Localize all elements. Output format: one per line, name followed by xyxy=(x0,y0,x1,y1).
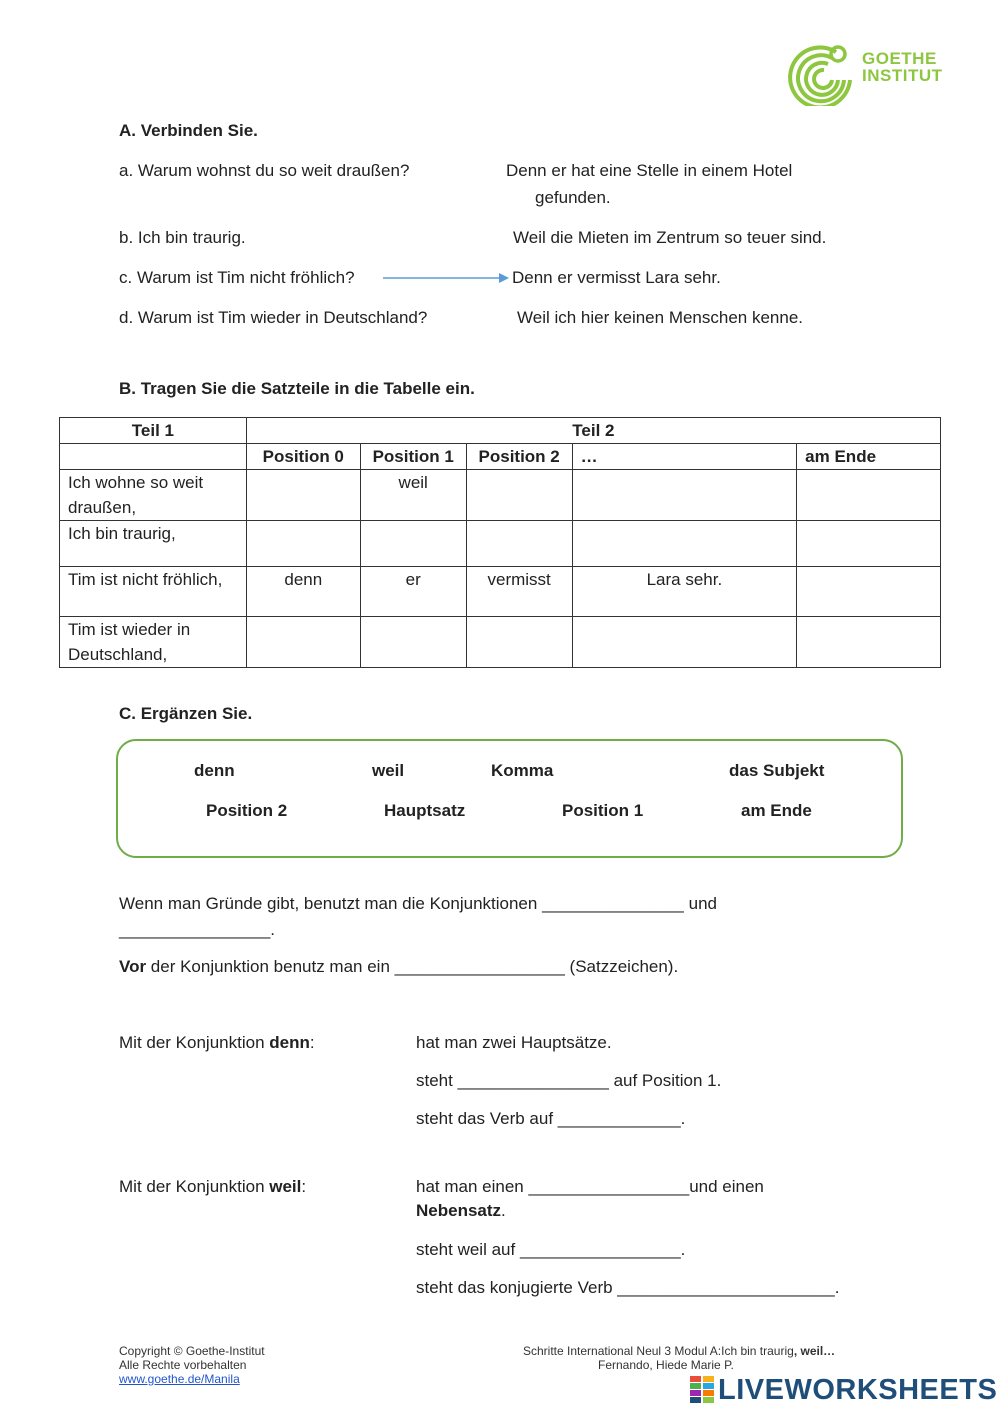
weil-label xyxy=(119,1177,306,1197)
match-left-b[interactable]: b. Ich bin traurig. xyxy=(119,228,246,247)
row4-pos2[interactable] xyxy=(466,617,572,668)
row1-pos1[interactable]: weil xyxy=(360,470,466,521)
col-position-0: Position 0 xyxy=(246,444,360,470)
header-teil2: Teil 2 xyxy=(246,418,940,444)
table-row xyxy=(60,617,941,668)
footer-rights: Alle Rechte vorbehalten xyxy=(119,1358,247,1372)
weil-label-bold: weil xyxy=(269,1177,302,1196)
header-teil1: Teil 1 xyxy=(60,418,247,444)
liveworksheets-text: LIVEWORKSHEETS xyxy=(718,1374,998,1406)
row2-end[interactable] xyxy=(797,521,941,567)
row3-pos1[interactable]: er xyxy=(360,567,466,617)
row1-pos0[interactable] xyxy=(246,470,360,521)
weil-line-3[interactable]: steht das konjugierte Verb _______________________. xyxy=(416,1278,840,1297)
row4-pos1[interactable] xyxy=(360,617,466,668)
word-denn[interactable]: denn xyxy=(194,761,235,780)
logo-text xyxy=(862,50,943,84)
weil-label-colon: : xyxy=(301,1177,307,1196)
word-am-ende[interactable]: am Ende xyxy=(741,801,812,820)
sentence-1[interactable]: Wenn man Gründe gibt, benutzt man die Konjunktionen _______________ und xyxy=(119,894,717,913)
logo-line1: GOETHE xyxy=(862,49,937,68)
logo-line2: INSTITUT xyxy=(862,66,943,85)
row2-pos0[interactable] xyxy=(246,521,360,567)
row4-end[interactable] xyxy=(797,617,941,668)
sentence-1-blank[interactable]: ________________. xyxy=(119,920,275,939)
footer-course: Schritte International Neul 3 Modul A:Ich bin traurig xyxy=(523,1344,794,1358)
col-position-1: Position 1 xyxy=(360,444,466,470)
row2-pos1[interactable] xyxy=(360,521,466,567)
row4-pos0[interactable] xyxy=(246,617,360,668)
row2-teil1: Ich bin traurig, xyxy=(60,521,247,567)
denn-label-colon: : xyxy=(309,1033,315,1052)
row4-mid[interactable] xyxy=(572,617,797,668)
row1-end[interactable] xyxy=(797,470,941,521)
denn-label-bold: denn xyxy=(269,1033,310,1052)
weil-line-1[interactable]: hat man einen _________________und einen xyxy=(416,1177,764,1196)
row1-teil1: Ich wohne so weit draußen, xyxy=(60,470,247,521)
word-position-1[interactable]: Position 1 xyxy=(562,801,644,820)
row3-end[interactable] xyxy=(797,567,941,617)
footer-copyright: Copyright © Goethe-Institut xyxy=(119,1344,265,1358)
match-left-a[interactable]: a. Warum wohnst du so weit draußen? xyxy=(119,161,410,180)
row3-mid[interactable]: Lara sehr. xyxy=(572,567,797,617)
row3-pos2[interactable]: vermisst xyxy=(466,567,572,617)
sentence-2-rest: der Konjunktion benutz man ein __________________ (Satzzeichen). xyxy=(146,957,679,976)
word-komma[interactable]: Komma xyxy=(491,761,554,780)
goethe-circles-icon xyxy=(786,40,858,106)
row2-mid[interactable] xyxy=(572,521,797,567)
row4-teil1: Tim ist wieder in Deutschland, xyxy=(60,617,247,668)
match-right-1[interactable]: Denn er hat eine Stelle in einem Hotel xyxy=(506,161,793,180)
footer-left xyxy=(119,1344,265,1386)
denn-line-3[interactable]: steht das Verb auf _____________. xyxy=(416,1109,686,1128)
denn-line-2[interactable]: steht ________________ auf Position 1. xyxy=(416,1071,722,1090)
table-row xyxy=(60,567,941,617)
match-left-c[interactable]: c. Warum ist Tim nicht fröhlich? xyxy=(119,268,355,287)
footer-author: Fernando, Hiede Marie P. xyxy=(598,1358,734,1372)
col-am-ende: am Ende xyxy=(797,444,941,470)
footer-course-bold: , weil… xyxy=(793,1344,836,1358)
word-bank xyxy=(116,739,903,858)
weil-nebensatz: Nebensatz xyxy=(416,1201,502,1220)
word-das-subjekt[interactable]: das Subjekt xyxy=(729,761,825,780)
match-right-3[interactable]: Denn er vermisst Lara sehr. xyxy=(512,268,721,287)
table-header-row xyxy=(60,418,941,444)
table-row xyxy=(60,470,941,521)
footer-right-1 xyxy=(523,1344,835,1358)
weil-period: . xyxy=(501,1201,506,1220)
match-right-2[interactable]: Weil die Mieten im Zentrum so teuer sind. xyxy=(513,228,827,247)
row1-mid[interactable] xyxy=(572,470,797,521)
row1-pos2[interactable] xyxy=(466,470,572,521)
section-b-heading: B. Tragen Sie die Satzteile in die Tabelle ein. xyxy=(119,379,475,398)
row3-teil1: Tim ist nicht fröhlich, xyxy=(60,567,247,617)
footer-link[interactable]: www.goethe.de/Manila xyxy=(119,1372,240,1386)
col-ellipsis: … xyxy=(572,444,797,470)
match-right-1-cont: gefunden. xyxy=(535,188,611,207)
weil-label-text: Mit der Konjunktion xyxy=(119,1177,270,1196)
row3-pos0[interactable]: denn xyxy=(246,567,360,617)
match-right-4[interactable]: Weil ich hier keinen Menschen kenne. xyxy=(517,308,804,327)
word-position-2[interactable]: Position 2 xyxy=(206,801,288,820)
table-subheader-row xyxy=(60,444,941,470)
word-weil[interactable]: weil xyxy=(372,761,405,780)
section-c-heading: C. Ergänzen Sie. xyxy=(119,704,253,723)
match-left-d[interactable]: d. Warum ist Tim wieder in Deutschland? xyxy=(119,308,428,327)
section-a-heading: A. Verbinden Sie. xyxy=(119,121,258,140)
match-arrow-icon xyxy=(383,271,511,285)
sentence-table xyxy=(59,417,941,668)
denn-line-1: hat man zwei Hauptsätze. xyxy=(416,1033,612,1052)
liveworksheets-icon xyxy=(690,1376,716,1404)
denn-label xyxy=(119,1033,315,1053)
table-row xyxy=(60,521,941,567)
sentence-2-bold: Vor xyxy=(119,957,147,976)
goethe-institut-logo xyxy=(786,40,943,106)
denn-label-text: Mit der Konjunktion xyxy=(119,1033,270,1052)
row2-pos2[interactable] xyxy=(466,521,572,567)
sentence-2[interactable] xyxy=(119,957,678,977)
col-position-2: Position 2 xyxy=(466,444,572,470)
subheader-empty xyxy=(60,444,247,470)
weil-line-2[interactable]: steht weil auf _________________. xyxy=(416,1240,686,1259)
word-hauptsatz[interactable]: Hauptsatz xyxy=(384,801,466,820)
weil-line-1-cont xyxy=(416,1201,506,1221)
